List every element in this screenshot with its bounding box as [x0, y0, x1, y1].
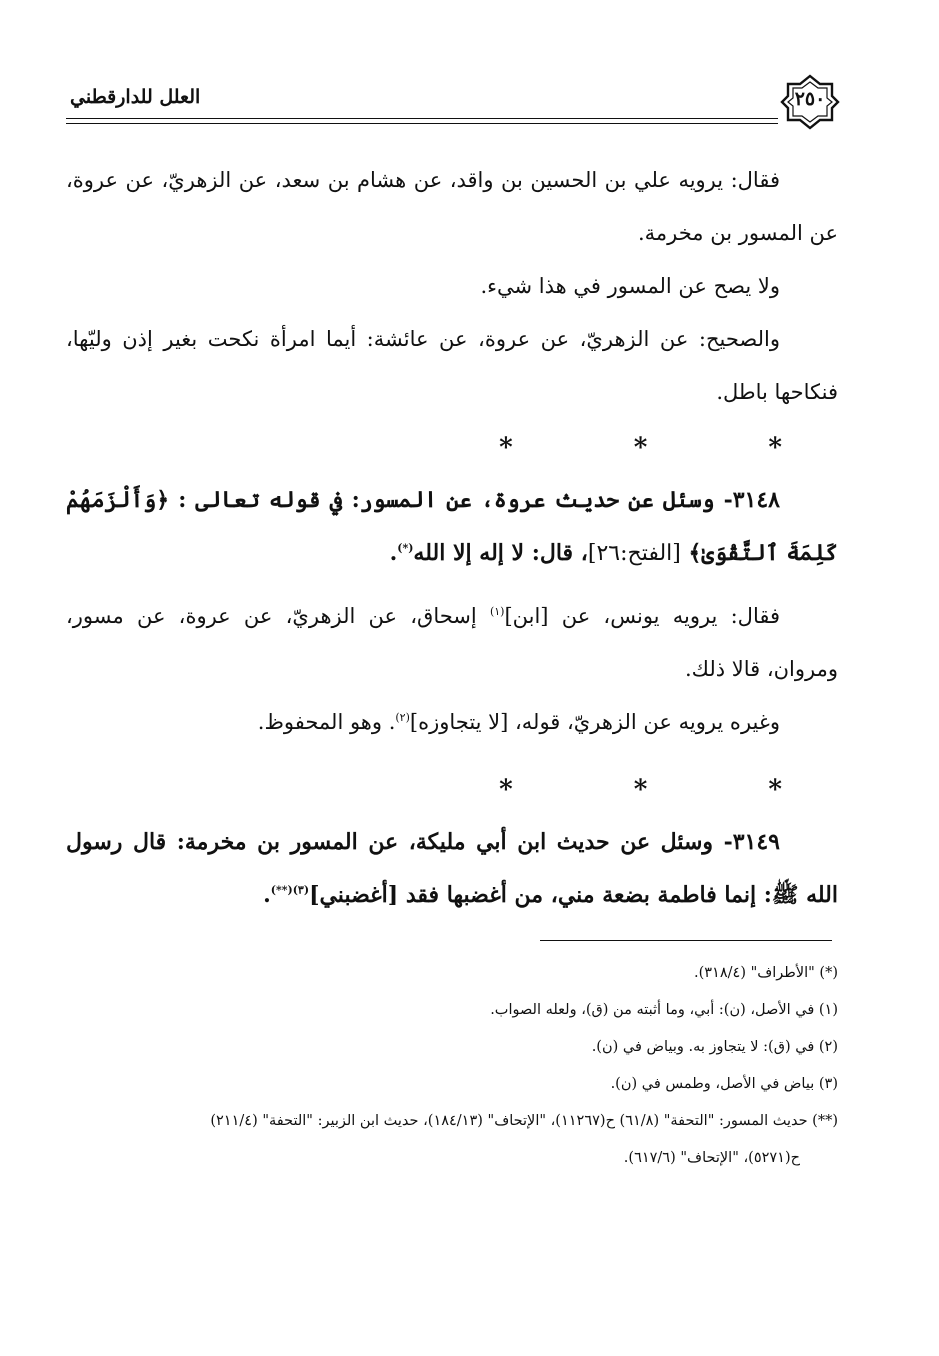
- footnote: (٢) في (ق): لا يتجاوز به. وبياض في (ن).: [591, 1039, 838, 1055]
- paragraph: والصحيح: عن الزهريّ، عن عروة، عن عائشة: أيما امرأة نكحت بغير إذن وليّها، فنكاحها باطل.: [66, 327, 838, 404]
- heading-text: ، قال: لا إله إلا الله: [413, 540, 588, 566]
- footnote: (٣) بياض في الأصل، وطمس في (ن).: [610, 1076, 838, 1092]
- paragraph-text: وغيره يرويه عن الزهريّ، قوله، [لا يتجاوزه]: [409, 710, 780, 734]
- header-rule-bottom: [66, 123, 778, 124]
- entry-3148: [66, 474, 838, 749]
- footnote-continuation: ح(٥٢٧١)، "الإتحاف" (٦١٧/٦).: [623, 1150, 800, 1166]
- footnote-marker: (٣)(**): [270, 883, 310, 897]
- paragraph: [66, 590, 838, 696]
- footnote-marker: (٢): [395, 711, 410, 724]
- footnote: (١) في الأصل، (ن): أبي، وما أثبته من (ق)، ولعله الصواب.: [490, 1002, 838, 1018]
- page-number: ٢٥٠: [794, 88, 826, 110]
- footnotes: [60, 955, 838, 1177]
- separator-1: [66, 428, 838, 468]
- paragraph: فقال: يرويه علي بن الحسين بن واقد، عن هشام بن سعد، عن الزهريّ، عن عروة، عن المسور بن مخرمة.: [66, 168, 838, 245]
- footnote: (**) حديث المسور: "التحفة" (٦١/٨) ح(١١٢٦٧)، "الإتحاف" (١٨٤/١٣)، حديث ابن الزبير: "التحفة" (٢١١/٤): [210, 1113, 838, 1129]
- quran-reference: [الفتح:٢٦]: [587, 541, 681, 566]
- footnote: (*) "الأطراف" (٣١٨/٤).: [693, 965, 838, 981]
- heading-text: ٣١٤٩- وسئل عن حديث ابن أبي مليكة، عن المسور بن مخرمة: قال رسول الله ﷺ: إنما فاطمة بضعة مني، من أغضبها فقد [أغضبني]: [66, 829, 838, 908]
- entry-3148-heading: ٣١٤٨- وسئل عن حديث عروة، عن المسور: في قوله تعالى : ﴿وَأَلْزَمَهُمْ كَلِمَةَ ٱلتَّقْوَىٰ﴾ [الفتح:٢٦]، قال: لا إله إلا الله(*).: [66, 487, 838, 566]
- running-title: العلل للدارقطني: [70, 86, 201, 108]
- page-header: [66, 72, 841, 132]
- paragraph: [66, 696, 838, 749]
- separator-2: [66, 770, 838, 810]
- header-rule-top: [66, 118, 778, 119]
- heading-text: ٣١٤٨- وسئل عن حديث عروة، عن المسور: في قوله تعالى : ﴿وَأَلْزَمَهُمْ كَلِمَةَ ٱلتَّقْوَىٰ﴾: [66, 487, 838, 566]
- entry-3149-heading: [66, 816, 838, 922]
- entry-3149: [66, 816, 838, 922]
- paragraph-text: إسحاق، عن الزهريّ، عن عروة، عن مسور، ومروان، قالا ذلك.: [66, 604, 838, 681]
- stars-separator: * * *: [499, 775, 838, 805]
- stars-separator: * * *: [499, 433, 838, 463]
- main-text: [66, 154, 838, 419]
- footnote-marker: (*): [397, 541, 414, 555]
- paragraph-text: . وهو المحفوظ.: [257, 710, 396, 734]
- heading-text: .: [263, 882, 271, 908]
- paragraph-text: فقال: يرويه يونس، عن [ابن]: [504, 604, 780, 628]
- paragraph: ولا يصح عن المسور في هذا شيء.: [480, 274, 780, 298]
- footnote-marker: (١): [489, 605, 505, 618]
- footnote-rule: [540, 940, 832, 941]
